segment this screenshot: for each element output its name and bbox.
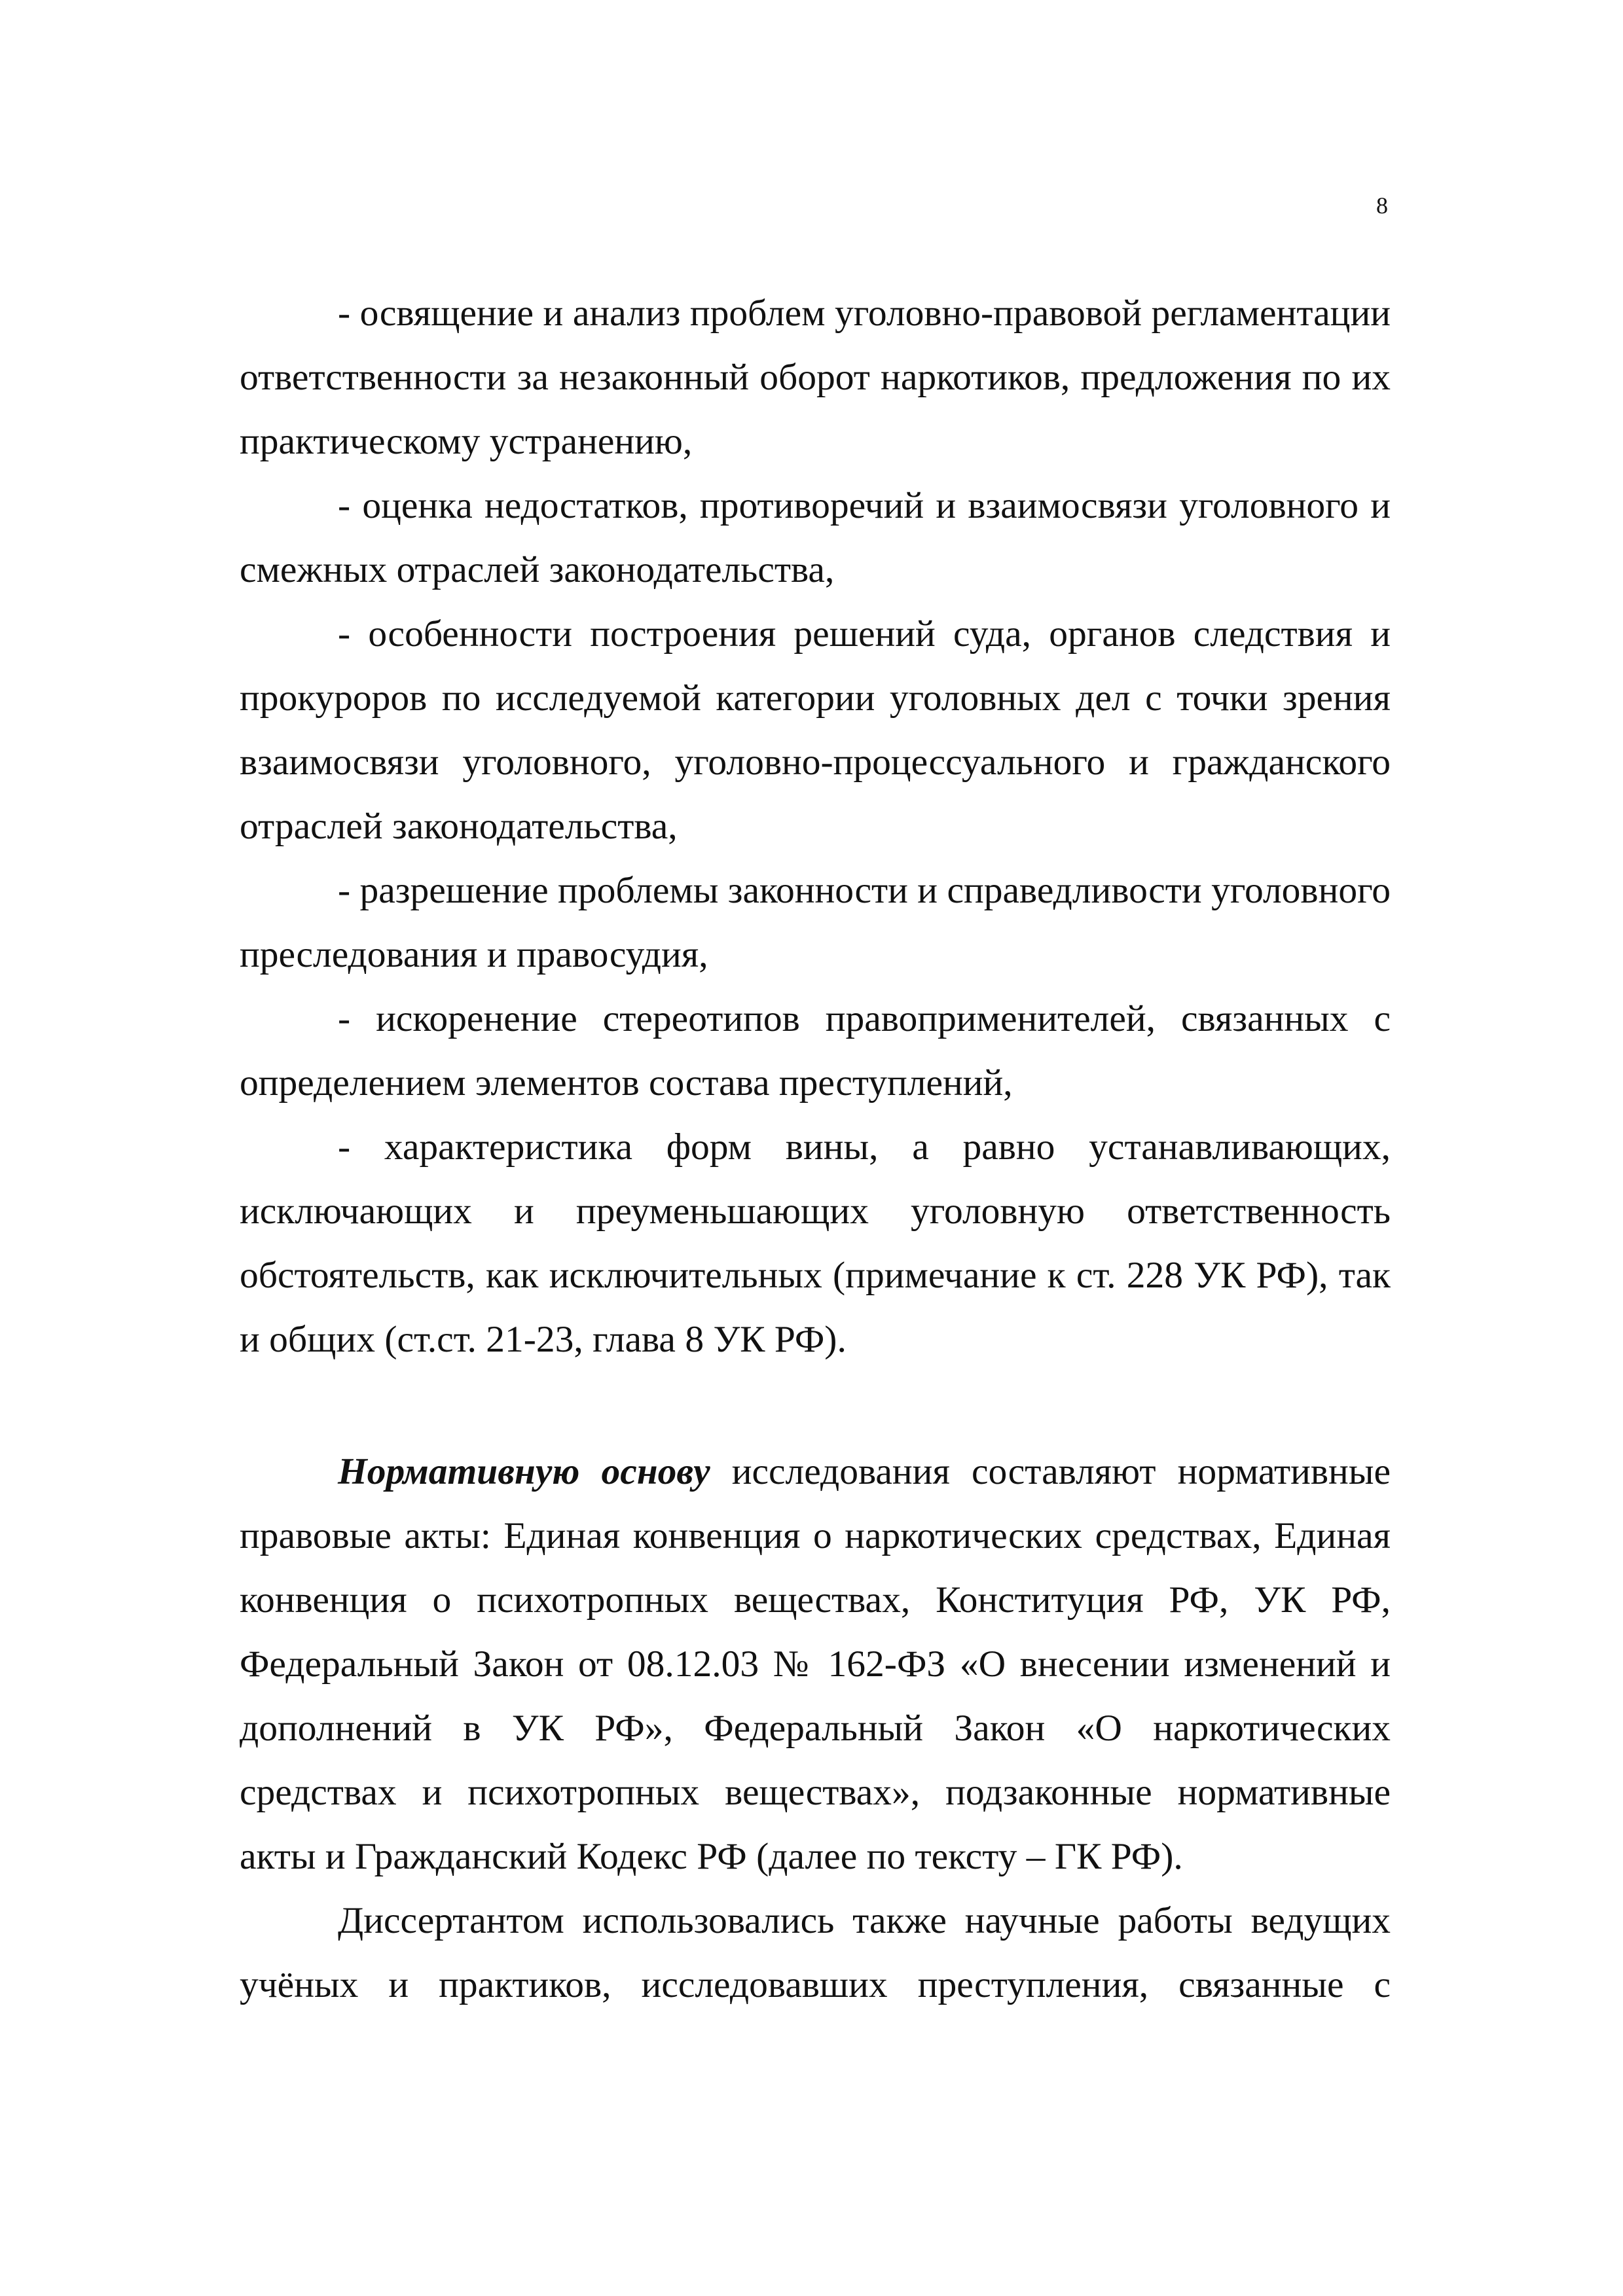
page-number: 8 [1376, 192, 1388, 219]
normative-basis-text: исследования составляют нормативные правовые акты: Единая конвенция о наркотических средствах, Единая конвенция о психотропных веществах, Конституция РФ, УК РФ, Федеральный Закон от 08.12.03 № 162-ФЗ «О внесении изменений и дополнений в УК РФ», Федеральный Закон «О наркотических средствах и психотропных веществах», подзаконные нормативные акты и Гражданский Кодекс РФ (далее по тексту – ГК РФ). [240, 1451, 1391, 1877]
list-item: - особенности построения решений суда, органов следствия и прокуроров по исследуемой категории уголовных дел с точки зрения взаимосвязи уголовного, уголовно-процессуального и гражданского отраслей законодательства, [240, 613, 1391, 847]
normative-basis-emphasis: Нормативную основу [338, 1451, 710, 1492]
list-item: - разрешение проблемы законности и справедливости уголовного преследования и правосудия, [240, 870, 1391, 975]
list-item: - характеристика форм вины, а равно устанавливающих, исключающих и преуменьшающих уголовную ответственность обстоятельств, как исключительных (примечание к ст. 228 УК РФ), так и общих (ст.ст. 21-23, глава 8 УК РФ). [240, 1126, 1391, 1360]
list-item: - освящение и анализ проблем уголовно-правовой регламентации ответственности за незаконный оборот наркотиков, предложения по их практическому устранению, [240, 293, 1391, 462]
closing-paragraph: Диссертантом использовались также научные работы ведущих учёных и практиков, исследовавших преступления, связанные с [240, 1900, 1391, 2005]
list-item: - искоренение стереотипов правоприменителей, связанных с определением элементов состава преступлений, [240, 998, 1391, 1103]
normative-basis-paragraph [240, 1440, 1391, 1889]
list-item: - оценка недостатков, противоречий и взаимосвязи уголовного и смежных отраслей законодательства, [240, 485, 1391, 590]
paragraph-spacer [240, 1372, 1391, 1440]
body-text [240, 281, 1391, 2017]
